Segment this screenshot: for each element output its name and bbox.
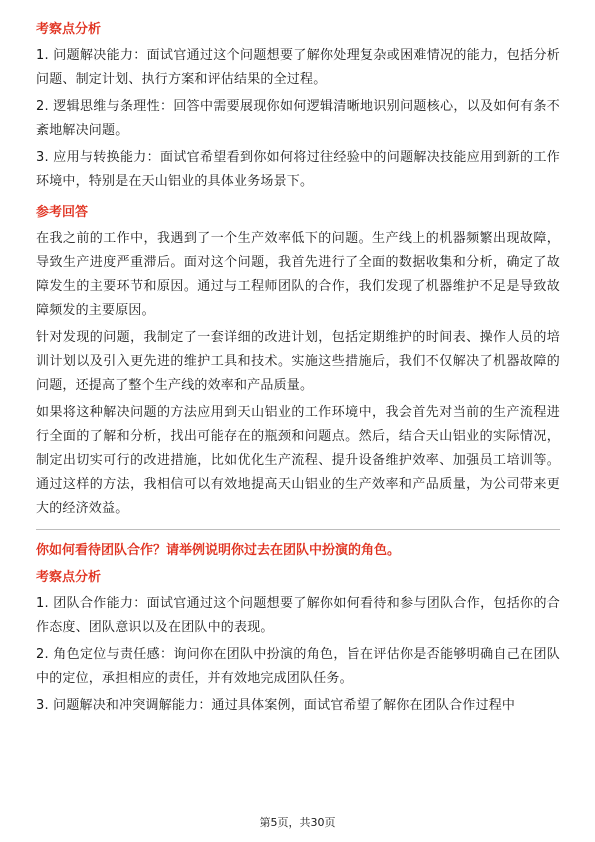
analysis-item-3: 3. 应用与转换能力：面试官希望看到你如何将过往经验中的问题解决技能应用到新的工作环境中，特别是在天山铝业的具体业务场景下。 [36, 150, 560, 189]
analysis2-item-3: 3. 问题解决和冲突调解能力：通过具体案例，面试官希望了解你在团队合作过程中 [36, 698, 516, 713]
analysis-item-1: 1. 问题解决能力：面试官通过这个问题想要了解你处理复杂或困难情况的能力，包括分析问题、制定计划、执行方案和评估结果的全过程。 [36, 48, 560, 87]
answer-paragraph-2: 针对发现的问题，我制定了一套详细的改进计划，包括定期维护的时间表、操作人员的培训计划以及引入更先进的维护工具和技术。实施这些措施后，我们不仅解决了机器故障的问题，还提高了整个生产线的效率和产品质量。 [36, 330, 560, 393]
answer-paragraph-1: 在我之前的工作中，我遇到了一个生产效率低下的问题。生产线上的机器频繁出现故障，导致生产进度严重滞后。面对这个问题，我首先进行了全面的数据收集和分析，确定了故障发生的主要环节和原因。通过与工程师团队的合作，我们发现了机器维护不足是导致故障频发的主要原因。 [36, 231, 560, 318]
analysis-item-2: 2. 逻辑思维与条理性：回答中需要展现你如何逻辑清晰地识别问题核心，以及如何有条不紊地解决问题。 [36, 99, 560, 138]
section-divider [36, 529, 560, 530]
answer-paragraph-3: 如果将这种解决问题的方法应用到天山铝业的工作环境中，我会首先对当前的生产流程进行全面的了解和分析，找出可能存在的瓶颈和问题点。然后，结合天山铝业的实际情况，制定出切实可行的改进措施，比如优化生产流程、提升设备维护效率、加强员工培训等。通过这样的方法，我相信可以有效地提高天山铝业的生产效率和产品质量，为公司带来更大的经济效益。 [36, 405, 560, 516]
document-page [36, 20, 560, 721]
analysis2-item-2: 2. 角色定位与责任感：询问你在团队中扮演的角色，旨在评估你是否能够明确自己在团队中的定位，承担相应的责任，并有效地完成团队任务。 [36, 647, 560, 686]
question-title: 你如何看待团队合作？请举例说明你过去在团队中扮演的角色。 [36, 543, 401, 558]
section-heading-reference-answer: 参考回答 [36, 205, 89, 220]
page-footer: 第5页，共30页 [259, 816, 336, 829]
analysis2-item-1: 1. 团队合作能力：面试官通过这个问题想要了解你如何看待和参与团队合作，包括你的合作态度、团队意识以及在团队中的表现。 [36, 596, 560, 635]
section-heading-analysis: 考察点分析 [36, 22, 102, 37]
section-heading-analysis-2: 考察点分析 [36, 570, 102, 585]
